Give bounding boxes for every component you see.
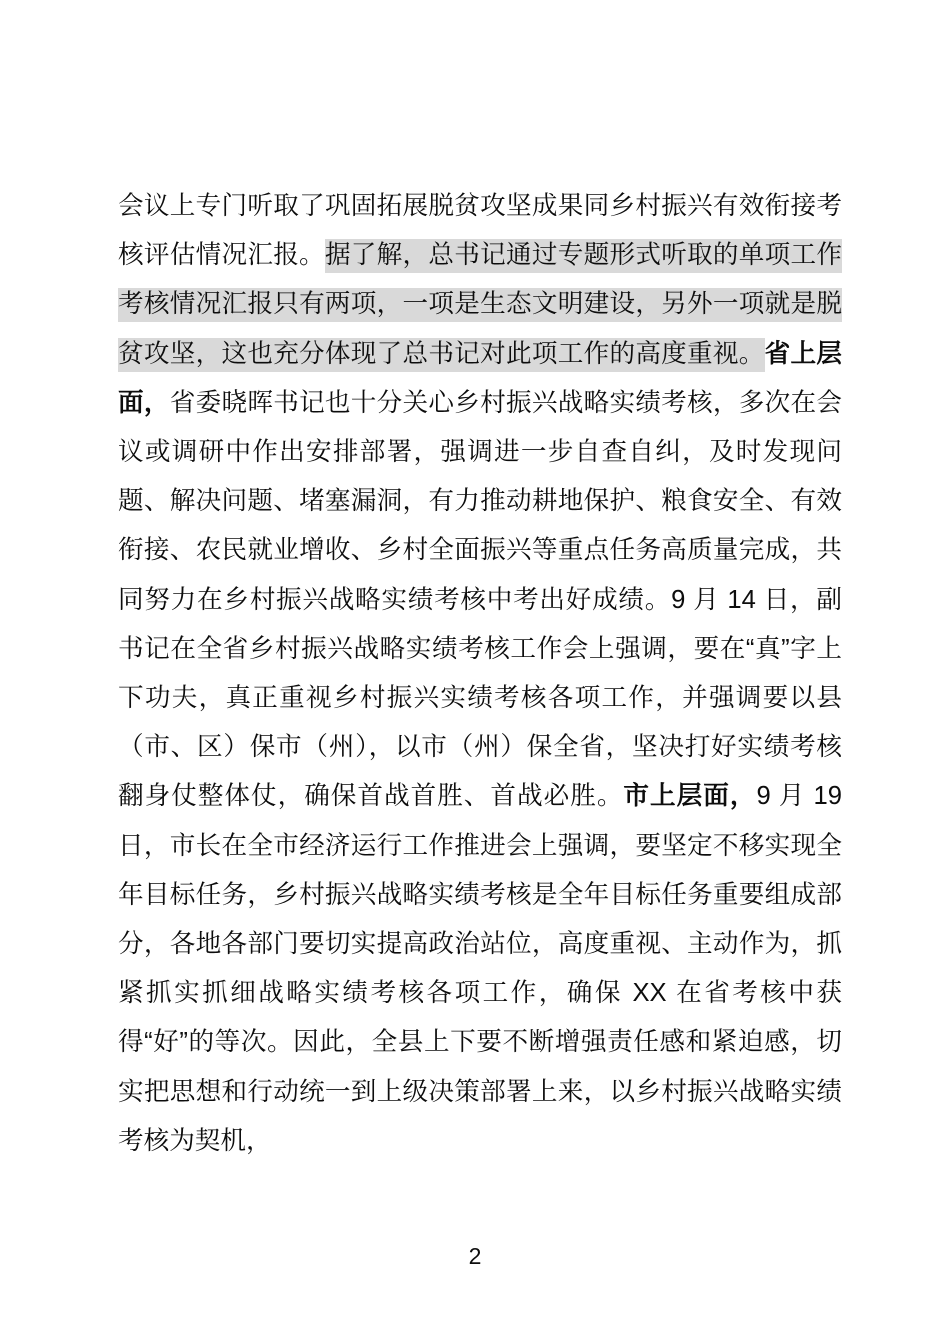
text-segment-highlighted: 据了解，总书记通过专题形式听取的单项工作考核情况汇报只有两项，一项是生态文明建设，另外一项就是脱贫攻坚，这也充分体现了总书记对此项工作的高度重视。 [118,239,842,371]
text-segment-heading-city: 市上层面， [623,782,757,811]
text-segment-province-body: 省委晓晖书记也十分关心乡村振兴战略实绩考核，多次在会议或调研中作出安排部署，强调进一步自查自纠，及时发现问题、解决问题、堵塞漏洞，有力推动耕地保护、粮食安全、有效衔接、农民就业增收、乡村全面振兴等重点任务高质量完成，共同努力在乡村振兴战略实绩考核中考出好成绩。9 月 14 日，副书记在全省乡村振兴战略实绩考核工作会上强调，要在“真”字上下功夫，真正重视乡村振兴实绩考核各项工作，并强调要以县（市、区）保市（州），以市（州）保全省，坚决打好实绩考核翻身仗整体仗，确保首战首胜、首战必胜。 [118,388,842,811]
page-number: 2 [468,1243,482,1269]
text-segment-city-body: 9 月 19 日，市长在全市经济运行工作推进会上强调，要坚定不移实现全年目标任务，乡村振兴战略实绩考核是全年目标任务重要组成部分，各地各部门要切实提高政治站位，高度重视、主动作为，抓紧抓实抓细战略实绩考核各项工作，确保 XX 在省考核中获得“好”的等次。因此，全县上下要不断增强责任感和紧迫感，切实把思想和行动统一到上级决策部署上来，以乡村振兴战略实绩考核为契机， [118,782,842,1155]
text-segment-heading-province: 省上层面， [118,339,842,417]
text-segment-intro: 会议上专门听取了巩固拓展脱贫攻坚成果同乡村振兴有效衔接考核评估情况汇报。 [118,192,842,270]
document-body [118,182,842,1166]
body-paragraph [118,182,842,1166]
